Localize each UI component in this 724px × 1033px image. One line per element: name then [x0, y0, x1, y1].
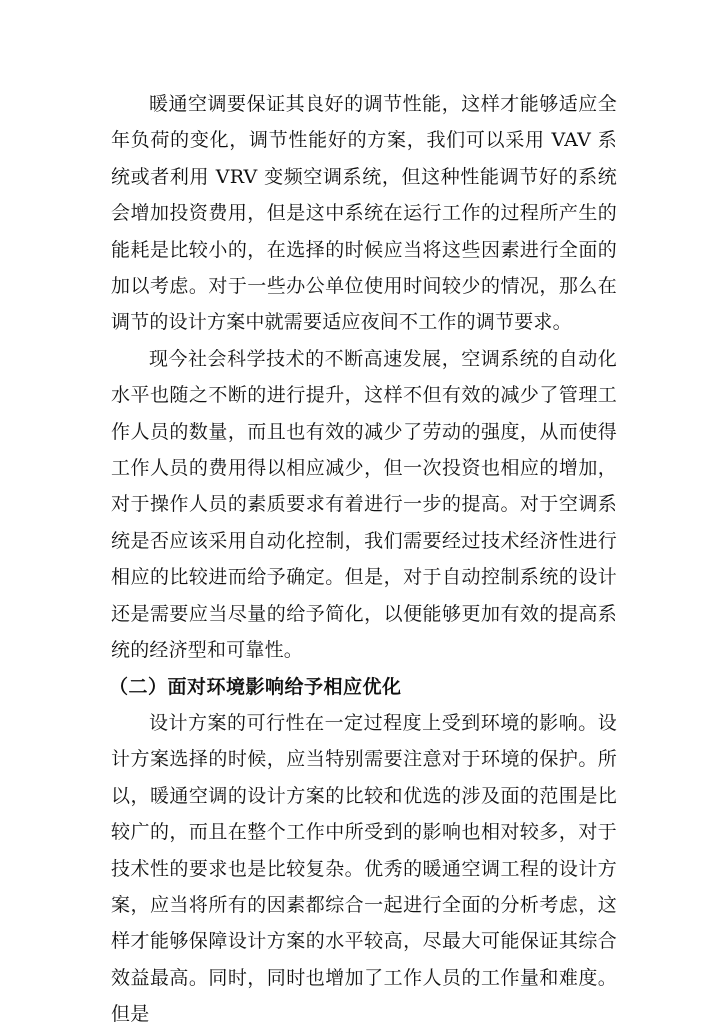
paragraph-environment: 设计方案的可行性在一定过程度上受到环境的影响。设计方案选择的时候，应当特别需要注意对于环境的保护。所以，暖通空调的设计方案的比较和优选的涉及面的范围是比较广的，而且在整个工作中所受到的影响也相对较多，对于技术性的要求也是比较复杂。优秀的暖通空调工程的设计方案，应当将所有的因素都综合一起进行全面的分析考虑，这样才能够保障设计方案的水平较高，尽最大可能保证其综合效益最高。同时，同时也增加了工作人员的工作量和难度。但是 — [111, 711, 617, 1026]
paragraph-automation: 现今社会科学技术的不断高速发展，空调系统的自动化水平也随之不断的进行提升，这样不但有效的减少了管理工作人员的数量，而且也有效的减少了劳动的强度，从而使得工作人员的费用得以相应减少，但一次投资也相应的增加，对于操作人员的素质要求有着进行一步的提高。对于空调系统是否应该采用自动化控制，我们需要经过技术经济性进行相应的比较进而给予确定。但是，对于自动控制系统的设计还是需要应当尽量的给予简化，以便能够更加有效的提高系统的经济型和可靠性。 — [111, 347, 617, 662]
paragraph-hvac-adjustment: 暖通空调要保证其良好的调节性能，这样才能够适应全年负荷的变化，调节性能好的方案，我们可以采用 VAV 系统或者利用 VRV 变频空调系统，但这种性能调节好的系统会增加投资费用，但是这中系统在运行工作的过程所产生的能耗是比较小的，在选择的时候应当将这些因素进行全面的加以考虑。对于一些办公单位使用时间较少的情况，那么在调节的设计方案中就需要适应夜间不工作的调节要求。 — [111, 93, 617, 334]
document-body — [111, 86, 617, 1033]
section-heading: （二）面对环境影响给予相应优化 — [109, 675, 402, 698]
